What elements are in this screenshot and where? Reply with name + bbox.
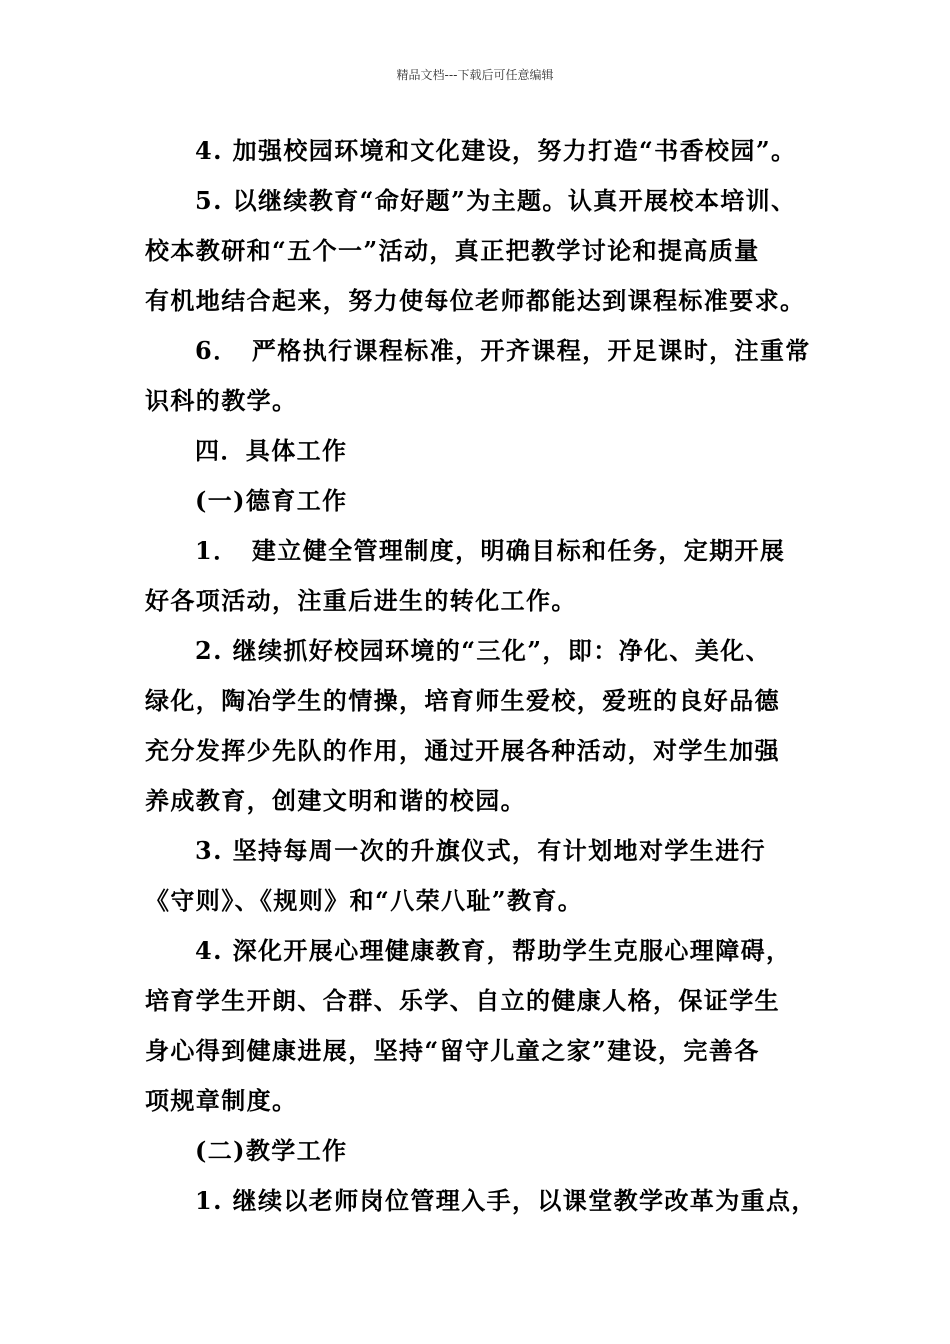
paragraph-line: 校本教研和“五个一”活动，真正把教学讨论和提高质量 [145, 236, 760, 265]
paragraph-line: 好各项活动，注重后进生的转化工作。 [145, 586, 577, 615]
page-header: 精品文档---下载后可任意编辑 [396, 68, 554, 82]
paragraph-line: 绿化，陶冶学生的情操，培育师生爱校，爱班的良好品德 [145, 686, 780, 715]
section-heading: 四．具体工作 [195, 436, 348, 465]
paragraph-line: 4. 深化开展心理健康教育，帮助学生克服心理障碍， [195, 936, 792, 965]
paragraph-line: 2. 继续抓好校园环境的“三化”，即：净化、美化、 [195, 636, 772, 665]
document-body [145, 126, 815, 1226]
paragraph-line: 5. 以继续教育“命好题”为主题。认真开展校本培训、 [195, 186, 797, 215]
paragraph-line: 1． 建立健全管理制度，明确目标和任务，定期开展 [195, 536, 786, 565]
paragraph-line: 6． 严格执行课程标准，开齐课程，开足课时，注重常 [195, 336, 811, 365]
paragraph-line: 《守则》、《规则》和“八荣八耻”教育。 [145, 886, 584, 915]
paragraph-line: 有机地结合起来，努力使每位老师都能达到课程标准要求。 [145, 286, 806, 315]
paragraph-line: 培育学生开朗、合群、乐学、自立的健康人格，保证学生 [145, 986, 780, 1015]
paragraph-line: 4. 加强校园环境和文化建设，努力打造“书香校园”。 [195, 136, 797, 165]
paragraph-line: 3. 坚持每周一次的升旗仪式，有计划地对学生进行 [195, 836, 767, 865]
subsection-heading: (一)德育工作 [195, 486, 348, 515]
paragraph-line: 1. 继续以老师岗位管理入手，以课堂教学改革为重点， [195, 1186, 817, 1215]
paragraph-line: 身心得到健康进展，坚持“留守儿童之家”建设，完善各 [145, 1036, 760, 1065]
paragraph-line: 项规章制度。 [145, 1086, 298, 1115]
paragraph-line: 养成教育，创建文明和谐的校园。 [145, 786, 526, 815]
paragraph-line: 充分发挥少先队的作用，通过开展各种活动，对学生加强 [145, 736, 780, 765]
paragraph-line: 识科的教学。 [145, 386, 298, 415]
subsection-heading: (二)教学工作 [195, 1136, 348, 1165]
